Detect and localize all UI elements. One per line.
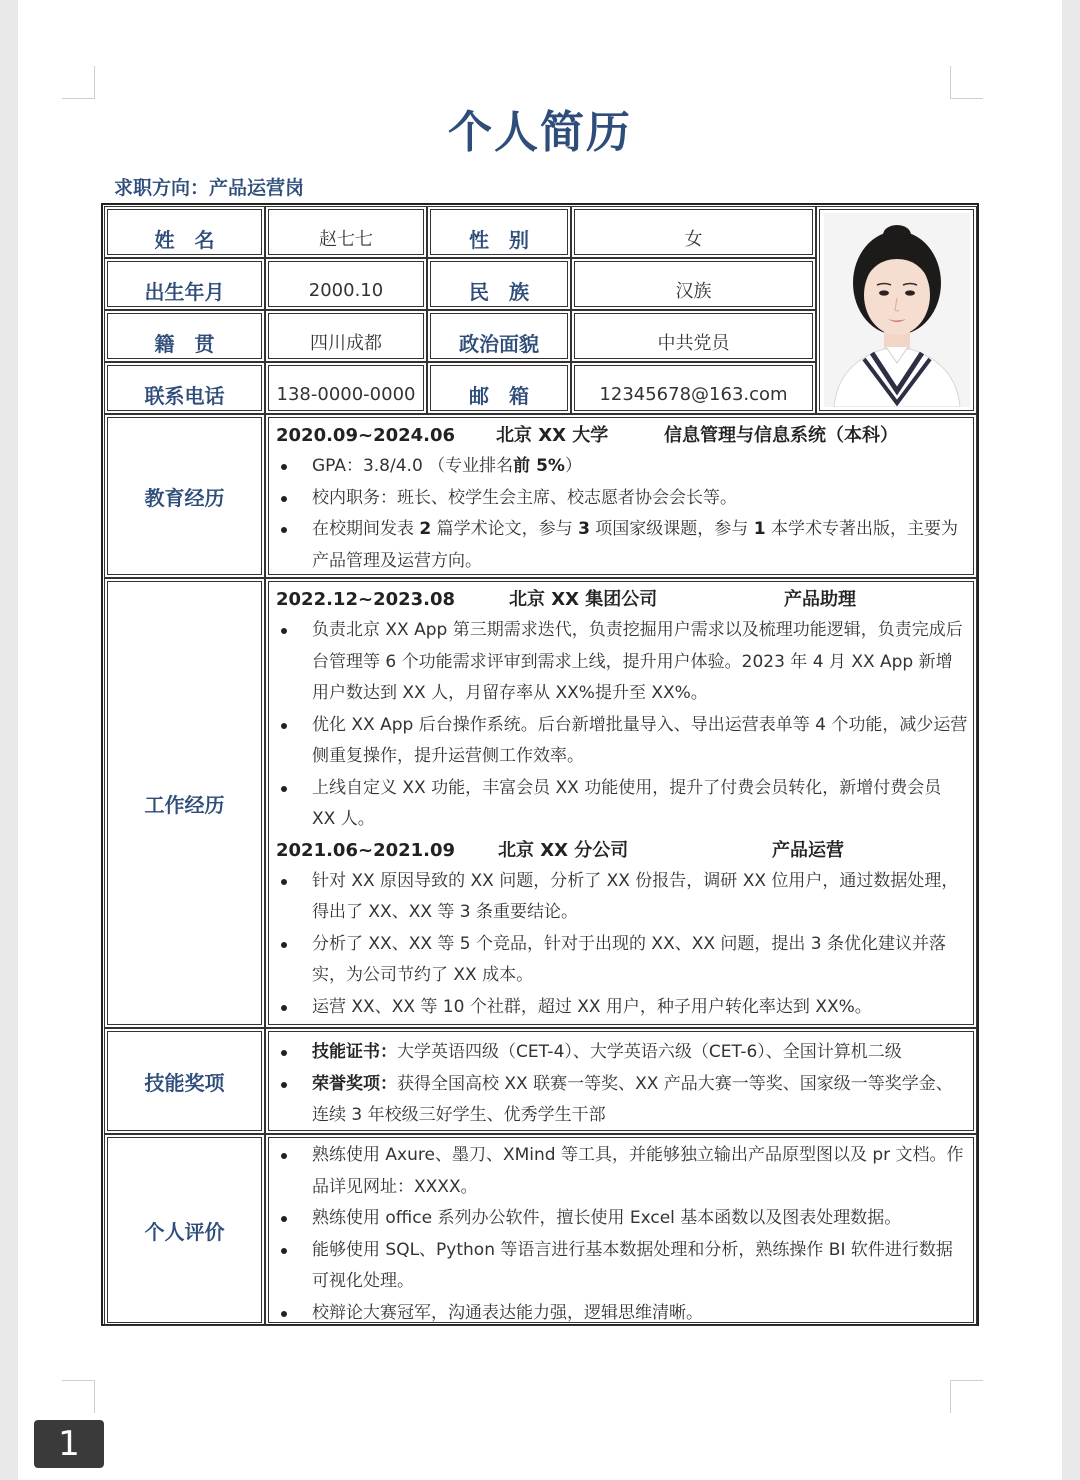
skills-label: 技能奖项 bbox=[144, 1070, 225, 1095]
resume-title: 个人简历 bbox=[448, 107, 632, 158]
job-objective bbox=[114, 173, 304, 200]
crop-mark-bottom-right bbox=[950, 1380, 983, 1413]
gender-label: 性 别 bbox=[469, 227, 529, 252]
list-item: 上线自定义 XX 功能，丰富会员 XX 功能使用，提升了付费会员转化，新增付费会员 XX 人。 bbox=[276, 773, 968, 836]
evaluation-label: 个人评价 bbox=[144, 1219, 225, 1244]
job-period: 2021.06~2021.09 bbox=[276, 839, 456, 861]
list-item: 校辩论大赛冠军，沟通表达能力强，逻辑思维清晰。 bbox=[276, 1298, 968, 1330]
phone-value: 138-0000-0000 bbox=[276, 383, 416, 405]
crop-mark-top-right bbox=[950, 66, 983, 99]
portrait-avatar-icon bbox=[824, 213, 970, 407]
ethnicity-label-cell bbox=[427, 258, 571, 310]
origin-label: 籍 贯 bbox=[154, 331, 215, 356]
name-value: 赵七七 bbox=[319, 229, 373, 250]
list-item: 运营 XX、XX 等 10 个社群，超过 XX 用户，种子用户转化率达到 XX%。 bbox=[276, 992, 968, 1024]
ethnicity-value-cell bbox=[571, 258, 816, 310]
crop-mark-top-left bbox=[62, 66, 95, 99]
phone-label-cell bbox=[104, 362, 265, 414]
name-label-cell bbox=[104, 206, 265, 258]
gender-value-cell bbox=[571, 206, 816, 258]
profile-photo bbox=[824, 213, 970, 407]
phone-value-cell bbox=[265, 362, 427, 414]
list-item: GPA：3.8/4.0 （专业排名前 5%） bbox=[276, 451, 968, 483]
politics-label: 政治面貌 bbox=[459, 331, 539, 356]
job-list bbox=[276, 866, 968, 1024]
origin-label-cell bbox=[104, 310, 265, 362]
email-value: 12345678@163.com bbox=[599, 383, 788, 405]
job-company: 北京 XX 分公司 bbox=[498, 839, 629, 861]
work-label-cell bbox=[104, 578, 265, 1028]
list-item: 针对 XX 原因导致的 XX 问题，分析了 XX 份报告，调研 XX 位用户，通过数据处理，得出了 XX、XX 等 3 条重要结论。 bbox=[276, 866, 968, 929]
list-item: 校内职务：班长、校学生会主席、校志愿者协会会长等。 bbox=[276, 483, 968, 515]
birth-label-cell bbox=[104, 258, 265, 310]
gender-value: 女 bbox=[684, 229, 703, 250]
politics-value-cell bbox=[571, 310, 816, 362]
education-period: 2020.09~2024.06 bbox=[276, 425, 456, 446]
job-period: 2022.12~2023.08 bbox=[276, 589, 456, 610]
name-label: 姓 名 bbox=[154, 227, 215, 252]
politics-value: 中共党员 bbox=[657, 333, 730, 354]
origin-value: 四川成都 bbox=[310, 333, 382, 354]
job-list bbox=[276, 615, 968, 836]
evaluation-content bbox=[265, 1134, 977, 1326]
birth-label: 出生年月 bbox=[144, 279, 225, 304]
job-header bbox=[276, 585, 968, 615]
education-label-cell bbox=[104, 414, 265, 578]
ethnicity-label: 民 族 bbox=[469, 279, 529, 304]
name-value-cell bbox=[265, 206, 427, 258]
list-item: 技能证书：大学英语四级（CET-4）、大学英语六级（CET-6）、全国计算机二级 bbox=[276, 1037, 968, 1069]
birth-value-cell bbox=[265, 258, 427, 310]
birth-value: 2000.10 bbox=[308, 279, 384, 301]
skills-label-cell bbox=[104, 1028, 265, 1134]
list-item: 在校期间发表 2 篇学术论文，参与 3 项国家级课题，参与 1 本学术专著出版，主要为产品管理及运营方向。 bbox=[276, 514, 968, 577]
education-label: 教育经历 bbox=[144, 485, 225, 510]
list-item: 分析了 XX、XX 等 5 个竞品，针对于出现的 XX、XX 问题，提出 3 条优化建议并落实，为公司节约了 XX 成本。 bbox=[276, 929, 968, 992]
origin-value-cell bbox=[265, 310, 427, 362]
education-content bbox=[265, 414, 977, 578]
email-label: 邮 箱 bbox=[469, 383, 529, 408]
skills-list bbox=[276, 1037, 968, 1132]
politics-label-cell bbox=[427, 310, 571, 362]
email-value-cell bbox=[571, 362, 816, 414]
work-label: 工作经历 bbox=[144, 792, 225, 817]
skills-content bbox=[265, 1028, 977, 1134]
evaluation-list bbox=[276, 1140, 968, 1329]
photo-cell bbox=[816, 206, 977, 414]
objective-value: 产品运营岗 bbox=[209, 177, 305, 199]
objective-label: 求职方向： bbox=[114, 177, 210, 199]
work-content bbox=[265, 578, 977, 1028]
list-item: 负责北京 XX App 第三期需求迭代，负责挖掘用户需求以及梳理功能逻辑，负责完成后台管理等 6 个功能需求评审到需求上线，提升用户体验。2023 年 4 月 XX App 新增用户数达到 XX 人，月留存率从 XX%提升至 XX%。 bbox=[276, 615, 968, 710]
list-item: 能够使用 SQL、Python 等语言进行基本数据处理和分析，熟练操作 BI 软件进行数据可视化处理。 bbox=[276, 1235, 968, 1298]
crop-mark-bottom-left bbox=[62, 1380, 95, 1413]
education-school: 北京 XX 大学 bbox=[496, 425, 609, 446]
job-role: 产品助理 bbox=[784, 589, 856, 610]
job-company: 北京 XX 集团公司 bbox=[509, 589, 658, 610]
job-role: 产品运营 bbox=[772, 839, 844, 861]
education-list bbox=[276, 451, 968, 577]
evaluation-label-cell bbox=[104, 1134, 265, 1326]
ethnicity-value: 汉族 bbox=[675, 281, 712, 302]
list-item: 熟练使用 office 系列办公软件，擅长使用 Excel 基本函数以及图表处理数据。 bbox=[276, 1203, 968, 1235]
list-item: 优化 XX App 后台操作系统。后台新增批量导入、导出运营表单等 4 个功能，减少运营侧重复操作，提升运营侧工作效率。 bbox=[276, 710, 968, 773]
job-header bbox=[276, 836, 968, 866]
email-label-cell bbox=[427, 362, 571, 414]
list-item: 熟练使用 Axure、墨刀、XMind 等工具，并能够独立输出产品原型图以及 pr 文档。作品详见网址：XXXX。 bbox=[276, 1140, 968, 1203]
education-major: 信息管理与信息系统（本科） bbox=[664, 425, 898, 446]
list-item: 荣誉奖项：获得全国高校 XX 联赛一等奖、XX 产品大赛一等奖、国家级一等奖学金、连续 3 年校级三好学生、优秀学生干部 bbox=[276, 1069, 968, 1132]
phone-label: 联系电话 bbox=[144, 383, 225, 408]
page-number-badge[interactable]: 1 bbox=[34, 1420, 104, 1468]
education-header bbox=[276, 421, 968, 451]
gender-label-cell bbox=[427, 206, 571, 258]
